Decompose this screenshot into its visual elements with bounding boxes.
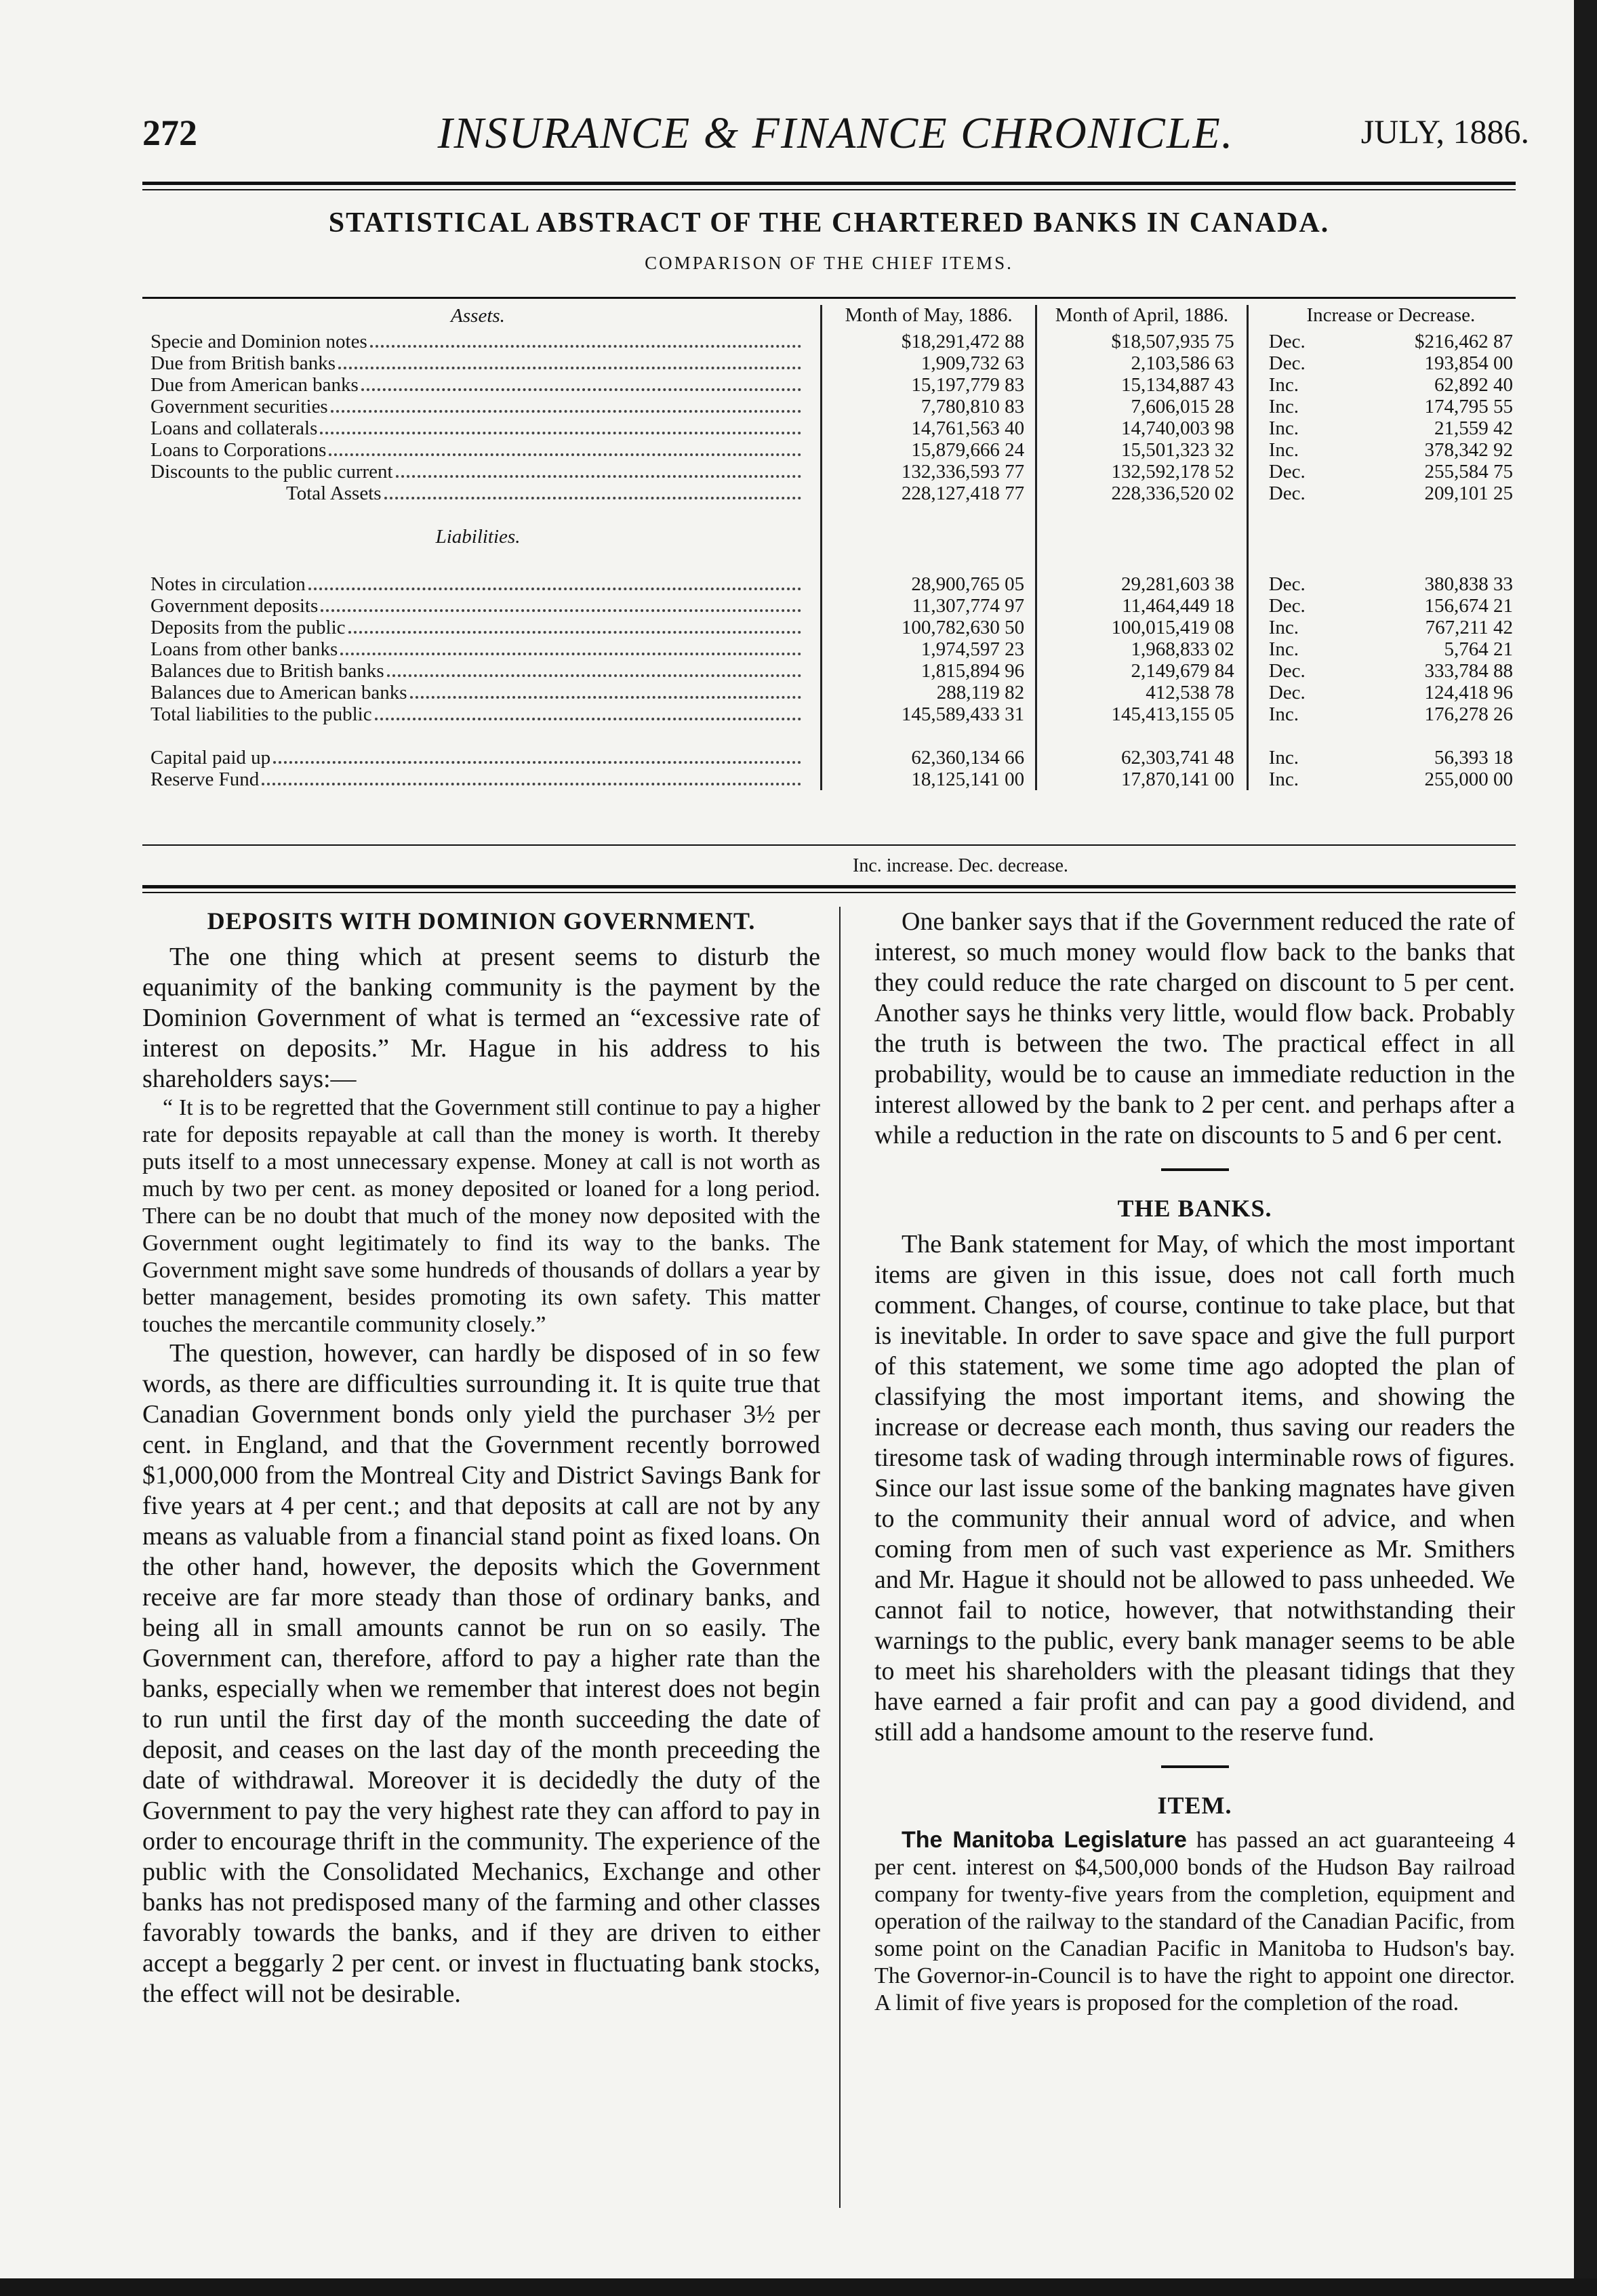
change-amount: 193,854 00 bbox=[1424, 352, 1513, 374]
change-cell bbox=[1247, 483, 1513, 504]
change-cell bbox=[1247, 374, 1513, 396]
leader-dots bbox=[396, 475, 801, 478]
banker-para: One banker says that if the Government reduced the rate of interest, so much money would flow back to the banks that they could reduce the rate charged on discount to 5 per cent. Another says he thinks very little, would flow back. Probably the truth is between the two. The practical effect in all probability, would be to cause an immediate reduction in the interest allowed by the bank to 2 per cent. and perhaps after a while a reduction in the rate on discounts to 5 and 6 per cent. bbox=[874, 907, 1515, 1149]
change-kind: Inc. bbox=[1268, 768, 1299, 790]
col-may-header: Month of May, 1886. bbox=[822, 305, 1036, 331]
table-bottom-rule bbox=[142, 844, 1516, 846]
asset-row bbox=[150, 439, 1513, 461]
asset-row bbox=[150, 374, 1513, 396]
assets-rows bbox=[150, 331, 1513, 504]
leader-dots bbox=[273, 761, 801, 764]
april-value: 132,592,178 52 bbox=[1036, 461, 1248, 483]
change-cell bbox=[1247, 638, 1513, 660]
row-label: Due from American banks bbox=[150, 374, 359, 396]
assets-heading: Assets. bbox=[451, 305, 505, 327]
change-kind: Dec. bbox=[1268, 595, 1306, 617]
april-value: 100,015,419 08 bbox=[1036, 617, 1248, 638]
capital-rows bbox=[150, 747, 1513, 790]
leader-dots bbox=[320, 432, 801, 434]
leader-dots bbox=[338, 367, 801, 369]
leader-dots bbox=[410, 696, 802, 699]
change-cell bbox=[1247, 417, 1513, 439]
april-value: 62,303,741 48 bbox=[1036, 747, 1248, 768]
april-value: 29,281,603 38 bbox=[1036, 573, 1248, 595]
april-value: 2,149,679 84 bbox=[1036, 660, 1248, 682]
change-kind: Dec. bbox=[1268, 573, 1306, 595]
scan-edge-bottom bbox=[0, 2278, 1597, 2296]
publication-title: INSURANCE & FINANCE CHRONICLE. bbox=[437, 108, 1234, 158]
asset-row bbox=[150, 331, 1513, 352]
leader-dots bbox=[348, 631, 802, 634]
april-value: 11,464,449 18 bbox=[1036, 595, 1248, 617]
row-label-cell bbox=[150, 617, 822, 638]
item-heading: ITEM. bbox=[1157, 1792, 1232, 1819]
may-value: 228,127,418 77 bbox=[822, 483, 1036, 504]
column-divider bbox=[839, 907, 841, 2208]
row-label: Notes in circulation bbox=[150, 573, 306, 595]
change-cell bbox=[1247, 682, 1513, 703]
liability-row bbox=[150, 682, 1513, 703]
may-value: 18,125,141 00 bbox=[822, 768, 1036, 790]
april-value: 15,134,887 43 bbox=[1036, 374, 1248, 396]
banks-heading: THE BANKS. bbox=[1117, 1195, 1272, 1222]
row-label-cell bbox=[150, 352, 822, 374]
section-rule bbox=[142, 885, 1516, 888]
row-label: Reserve Fund bbox=[150, 768, 260, 790]
row-label: Government deposits bbox=[150, 595, 319, 617]
table-header-row bbox=[150, 305, 1513, 331]
capital-gap bbox=[150, 725, 1513, 747]
row-label-cell bbox=[150, 660, 822, 682]
leader-dots bbox=[361, 388, 801, 391]
row-label-cell bbox=[150, 768, 822, 790]
row-label: Government securities bbox=[150, 396, 328, 417]
leader-dots bbox=[387, 674, 801, 677]
change-amount: 5,764 21 bbox=[1444, 638, 1513, 660]
may-value: 15,197,779 83 bbox=[822, 374, 1036, 396]
abstract-title: STATISTICAL ABSTRACT OF THE CHARTERED BANKS IN CANADA. bbox=[328, 207, 1330, 239]
may-value: 62,360,134 66 bbox=[822, 747, 1036, 768]
table-top-rule bbox=[142, 297, 1516, 299]
change-amount: 174,795 55 bbox=[1424, 396, 1513, 417]
asset-row bbox=[150, 483, 1513, 504]
left-column bbox=[142, 907, 820, 2009]
change-kind: Dec. bbox=[1268, 483, 1306, 504]
liability-row bbox=[150, 703, 1513, 725]
asset-row bbox=[150, 461, 1513, 483]
deposits-para-2: The question, however, can hardly be disposed of in so few words, as there are difficulties surrounding it. It is quite true that Canadian Government bonds only yield the purchaser 3½ per cent. in England, and that the Government recently borrowed $1,000,000 from the Montreal City and District Savings Bank for five years at 4 per cent.; and that deposits at call are not by any means as valuable from a financial stand point as fixed loans. On the other hand, however, the deposits which the Government receive are far more steady than those of ordinary banks, and being all in small amounts cannot be run on so easily. The Government can, therefore, afford to pay a higher rate than the banks, especially when we remember that interest does not begin to run until the first day of the month succeeding the date of deposit, and ceases on the last day of the month preceeding the date of withdrawal. Moreover it is decidedly the duty of the Government to pay the very highest rate they can afford to pay in order to encourage thrift in the community. The experience of the public with the Consolidated Mechanics, Exchange and other banks has not predisposed many of the farming and other classes favorably towards the banks, and if they are driven to either accept a beggarly 2 per cent. or invest in fluctuating bank stocks, the effect will not be desirable. bbox=[142, 1339, 820, 2008]
leader-dots bbox=[308, 588, 801, 590]
row-label-cell bbox=[150, 682, 822, 703]
change-kind: Dec. bbox=[1268, 660, 1306, 682]
liabilities-heading-group bbox=[150, 504, 1513, 573]
row-label: Discounts to the public current bbox=[150, 461, 393, 483]
change-amount: 156,674 21 bbox=[1424, 595, 1513, 617]
april-value: 412,538 78 bbox=[1036, 682, 1248, 703]
change-cell bbox=[1247, 617, 1513, 638]
item-lead: The Manitoba Legislature bbox=[902, 1827, 1187, 1853]
liability-row bbox=[150, 660, 1513, 682]
change-cell bbox=[1247, 573, 1513, 595]
row-label-cell bbox=[150, 483, 822, 504]
scan-edge-right bbox=[1574, 0, 1597, 2296]
asset-row bbox=[150, 352, 1513, 374]
header-rule bbox=[142, 182, 1516, 185]
bank-abstract-table bbox=[150, 305, 1513, 790]
april-value: 228,336,520 02 bbox=[1036, 483, 1248, 504]
row-label: Specie and Dominion notes bbox=[150, 331, 367, 352]
row-label: Loans and collaterals bbox=[150, 417, 318, 439]
leader-dots bbox=[262, 783, 801, 785]
change-kind: Dec. bbox=[1268, 331, 1306, 352]
april-value: 15,501,323 32 bbox=[1036, 439, 1248, 461]
abstract-subtitle: COMPARISON OF THE CHIEF ITEMS. bbox=[645, 253, 1013, 273]
may-value: 28,900,765 05 bbox=[822, 573, 1036, 595]
may-value: 288,119 82 bbox=[822, 682, 1036, 703]
may-value: 1,815,894 96 bbox=[822, 660, 1036, 682]
leader-dots bbox=[375, 718, 801, 720]
liability-row bbox=[150, 595, 1513, 617]
change-kind: Dec. bbox=[1268, 682, 1306, 703]
row-label-cell bbox=[150, 461, 822, 483]
may-value: 145,589,433 31 bbox=[822, 703, 1036, 725]
change-kind: Inc. bbox=[1268, 617, 1299, 638]
change-amount: 209,101 25 bbox=[1424, 483, 1513, 504]
row-label: Total liabilities to the public bbox=[150, 703, 372, 725]
change-kind: Inc. bbox=[1268, 374, 1299, 396]
change-cell bbox=[1247, 461, 1513, 483]
change-cell bbox=[1247, 352, 1513, 374]
row-label: Balances due to American banks bbox=[150, 682, 407, 703]
capital-row bbox=[150, 747, 1513, 768]
header-rule-thin bbox=[142, 189, 1516, 190]
change-cell bbox=[1247, 331, 1513, 352]
may-value: 15,879,666 24 bbox=[822, 439, 1036, 461]
april-value: $18,507,935 75 bbox=[1036, 331, 1248, 352]
change-kind: Dec. bbox=[1268, 352, 1306, 374]
change-amount: 767,211 42 bbox=[1425, 617, 1513, 638]
april-value: 1,968,833 02 bbox=[1036, 638, 1248, 660]
change-amount: 21,559 42 bbox=[1434, 417, 1513, 439]
change-amount: 378,342 92 bbox=[1424, 439, 1513, 461]
row-label-cell bbox=[150, 374, 822, 396]
change-cell bbox=[1247, 703, 1513, 725]
row-label: Capital paid up bbox=[150, 747, 271, 768]
asset-row bbox=[150, 417, 1513, 439]
row-label-cell bbox=[150, 638, 822, 660]
april-value: 14,740,003 98 bbox=[1036, 417, 1248, 439]
liability-row bbox=[150, 617, 1513, 638]
liabilities-heading: Liabilities. bbox=[435, 526, 521, 548]
leader-dots bbox=[370, 345, 801, 348]
deposits-heading: DEPOSITS WITH DOMINION GOVERNMENT. bbox=[207, 907, 756, 935]
change-amount: 380,838 33 bbox=[1424, 573, 1513, 595]
banks-para: The Bank statement for May, of which the most important items are given in this issue, does not call forth much comment. Changes, of course, continue to take place, but that is inevitable. In order to save space and give the full purport of this statement, we some time ago adopted the plan of classifying the most important items, and showing the increase or decrease each month, thus saving our readers the tiresome task of wading through interminable rows of figures. Since our last issue some of the banking magnates have given to the community their annual word of advice, and when coming from men of such vast experience as Mr. Smithers and Mr. Hague it should not be allowed to pass unheeded. We cannot fail to notice, however, that notwithstanding their warnings to the public, every bank manager seems to be able to meet his shareholders with the pleasant tidings that they have earned a fair profit and can pay a good dividend, and still add a handsome amount to the reserve fund. bbox=[874, 1230, 1515, 1746]
may-value: 132,336,593 77 bbox=[822, 461, 1036, 483]
row-label-cell bbox=[150, 703, 822, 725]
liability-row bbox=[150, 638, 1513, 660]
row-label: Loans from other banks bbox=[150, 638, 338, 660]
deposits-para-1: The one thing which at present seems to disturb the equanimity of the banking community is the payment by the Dominion Government of what is termed an “excessive rate of interest on deposits.” Mr. Hague in his address to his shareholders says:— bbox=[142, 943, 820, 1093]
separator-2 bbox=[1161, 1765, 1229, 1768]
liability-row bbox=[150, 573, 1513, 595]
april-value: 145,413,155 05 bbox=[1036, 703, 1248, 725]
change-kind: Dec. bbox=[1268, 461, 1306, 483]
row-label-cell bbox=[150, 595, 822, 617]
col-april-header: Month of April, 1886. bbox=[1036, 305, 1248, 331]
change-cell bbox=[1247, 595, 1513, 617]
change-kind: Inc. bbox=[1268, 638, 1299, 660]
change-cell bbox=[1247, 439, 1513, 461]
row-label: Due from British banks bbox=[150, 352, 336, 374]
page-header bbox=[142, 108, 1529, 173]
row-label-cell bbox=[150, 573, 822, 595]
leader-dots bbox=[329, 453, 801, 456]
issue-date: JULY, 1886. bbox=[1360, 112, 1529, 150]
item-para bbox=[874, 1826, 1515, 2017]
may-value: 7,780,810 83 bbox=[822, 396, 1036, 417]
asset-row bbox=[150, 396, 1513, 417]
change-amount: 62,892 40 bbox=[1434, 374, 1513, 396]
change-amount: $216,462 87 bbox=[1415, 331, 1513, 352]
change-amount: 255,000 00 bbox=[1424, 768, 1513, 790]
change-kind: Inc. bbox=[1268, 439, 1299, 461]
table-legend: Inc. increase. Dec. decrease. bbox=[853, 855, 1068, 876]
right-column bbox=[874, 907, 1515, 2017]
col-change-header: Increase or Decrease. bbox=[1247, 305, 1513, 331]
change-cell bbox=[1247, 396, 1513, 417]
may-value: 1,974,597 23 bbox=[822, 638, 1036, 660]
liabilities-rows bbox=[150, 573, 1513, 725]
separator-1 bbox=[1161, 1168, 1229, 1171]
may-value: 14,761,563 40 bbox=[822, 417, 1036, 439]
page-number: 272 bbox=[142, 112, 197, 153]
may-value: 1,909,732 63 bbox=[822, 352, 1036, 374]
change-amount: 176,278 26 bbox=[1424, 703, 1513, 725]
change-kind: Inc. bbox=[1268, 396, 1299, 417]
hague-quote: “ It is to be regretted that the Government still continue to pay a higher rate for deposits repayable at call than the money is worth. It thereby puts itself to a most unnecessary expense. Money at call is not worth as much by two per cent. as money deposited or loaned for a long period. There can be no doubt that much of the money now deposited with the Government ought legitimately to find its way to the banks. The Government might save some hundreds of thousands of dollars a year by better management, besides promoting its own safety. This matter touches the mercantile community closely.” bbox=[142, 1095, 820, 1337]
change-amount: 56,393 18 bbox=[1434, 747, 1513, 768]
leader-dots bbox=[340, 653, 801, 655]
change-kind: Inc. bbox=[1268, 417, 1299, 439]
row-label-cell bbox=[150, 439, 822, 461]
leader-dots bbox=[384, 497, 802, 499]
april-value: 2,103,586 63 bbox=[1036, 352, 1248, 374]
row-label: Loans to Corporations bbox=[150, 439, 327, 461]
change-cell bbox=[1247, 747, 1513, 768]
change-amount: 333,784 88 bbox=[1424, 660, 1513, 682]
change-amount: 124,418 96 bbox=[1424, 682, 1513, 703]
change-kind: Inc. bbox=[1268, 703, 1299, 725]
row-label-cell bbox=[150, 396, 822, 417]
row-label-cell bbox=[150, 747, 822, 768]
section-rule-thin bbox=[142, 892, 1516, 893]
item-text: has passed an act guaranteeing 4 per cent. interest on $4,500,000 bonds of the Hudson Bay railroad company for twenty-five years from the completion, equipment and operation of the railway to the standard of the Canadian Pacific, from some point on the Canadian Pacific in Manitoba to Hudson's bay. The Governor-in-Council is to have the right to appoint one director. A limit of five years is proposed for the completion of the road. bbox=[874, 1828, 1515, 2015]
change-cell bbox=[1247, 660, 1513, 682]
may-value: 100,782,630 50 bbox=[822, 617, 1036, 638]
capital-row bbox=[150, 768, 1513, 790]
change-kind: Inc. bbox=[1268, 747, 1299, 768]
row-label-cell bbox=[150, 331, 822, 352]
row-label: Balances due to British banks bbox=[150, 660, 384, 682]
may-value: 11,307,774 97 bbox=[822, 595, 1036, 617]
april-value: 17,870,141 00 bbox=[1036, 768, 1248, 790]
change-cell bbox=[1247, 768, 1513, 790]
row-label-cell bbox=[150, 417, 822, 439]
change-amount: 255,584 75 bbox=[1424, 461, 1513, 483]
may-value: $18,291,472 88 bbox=[822, 331, 1036, 352]
april-value: 7,606,015 28 bbox=[1036, 396, 1248, 417]
leader-dots bbox=[331, 410, 801, 413]
row-label: Total Assets bbox=[286, 483, 382, 504]
row-label: Deposits from the public bbox=[150, 617, 346, 638]
leader-dots bbox=[321, 609, 801, 612]
